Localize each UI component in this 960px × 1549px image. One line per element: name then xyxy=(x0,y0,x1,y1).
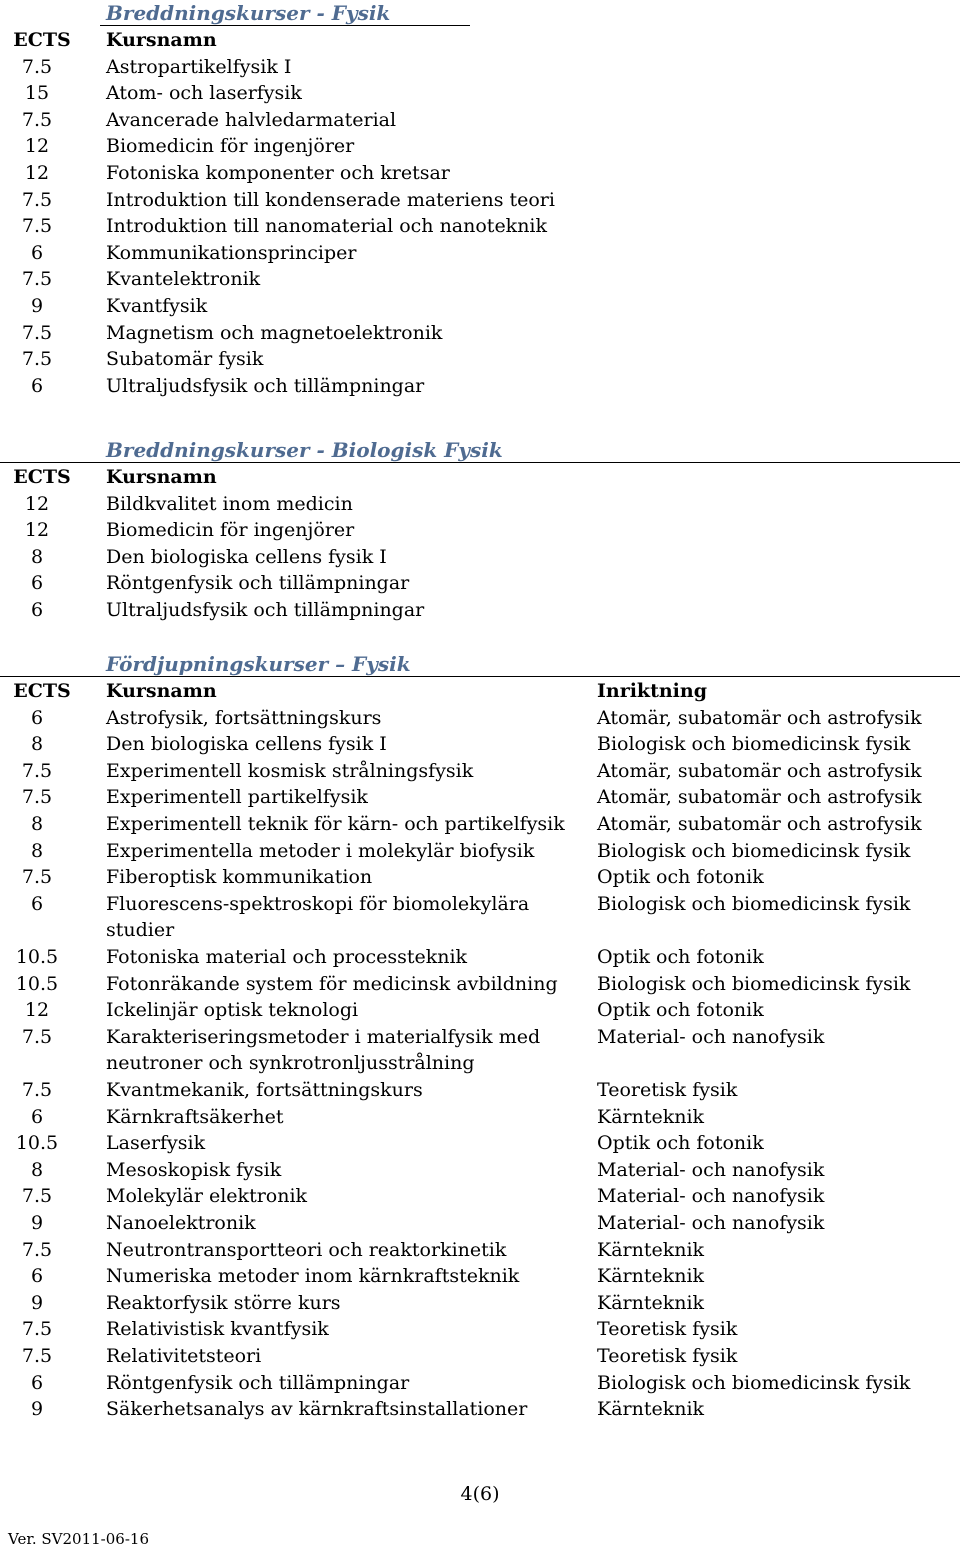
track-cell: Material- och nanofysik xyxy=(597,1212,825,1234)
ects-cell: 8 xyxy=(30,813,44,835)
track-cell: Atomär, subatomär och astrofysik xyxy=(597,759,922,782)
course-name-cell: Nanoelektronik xyxy=(106,1212,256,1234)
table-row xyxy=(0,597,960,624)
course-name-cell: Reaktorfysik större kurs xyxy=(106,1291,341,1314)
section-breddning-biologisk-fysik xyxy=(0,437,960,637)
section-title: Breddningskurser - Fysik xyxy=(106,1,391,25)
table-row xyxy=(0,1290,960,1317)
course-name-cell: Relativistisk kvantfysik xyxy=(106,1318,329,1341)
ects-cell: 7.5 xyxy=(21,55,53,78)
ects-cell: 7.5 xyxy=(21,866,53,889)
table-row xyxy=(0,1104,960,1131)
ects-cell: 12 xyxy=(24,999,50,1022)
ects-cell: 7.5 xyxy=(21,786,53,809)
course-name-cell: Bildkvalitet inom medicin xyxy=(106,492,353,515)
track-cell: Biologisk och biomedicinsk fysik xyxy=(597,1371,911,1394)
table-row xyxy=(0,971,960,998)
table-row xyxy=(0,811,960,838)
ects-cell: 6 xyxy=(30,374,44,397)
track-cell: Material- och nanofysik xyxy=(597,1025,825,1048)
col-name-header: Kursnamn xyxy=(106,29,217,51)
track-cell: Kärnteknik xyxy=(597,1105,705,1128)
table-header xyxy=(0,678,960,705)
track-cell: Teoretisk fysik xyxy=(597,1318,738,1341)
track-cell: Biologisk och biomedicinsk fysik xyxy=(597,972,911,995)
ects-cell: 9 xyxy=(30,295,44,317)
track-cell: Optik och fotonik xyxy=(597,999,764,1022)
page-number: 4(6) xyxy=(460,1483,500,1505)
track-cell: Material- och nanofysik xyxy=(597,1185,825,1208)
table-row xyxy=(0,1237,960,1264)
ects-cell: 10.5 xyxy=(15,1132,59,1155)
table-row xyxy=(0,705,960,732)
table-row xyxy=(0,266,960,293)
course-name-cell: Kvantfysik xyxy=(106,295,208,317)
ects-cell: 7.5 xyxy=(21,1025,53,1048)
ects-cell: 7.5 xyxy=(21,348,53,371)
course-name-cell: Kommunikationsprinciper xyxy=(106,241,357,264)
course-name-cell: Magnetism och magnetoelektronik xyxy=(106,321,443,344)
course-name-cell: Experimentell kosmisk strålningsfysik xyxy=(106,759,474,782)
ects-cell: 12 xyxy=(24,135,50,158)
ects-cell: 7.5 xyxy=(21,1318,53,1341)
track-cell: Material- och nanofysik xyxy=(597,1158,825,1181)
ects-cell: 7.5 xyxy=(21,1238,53,1261)
table-row xyxy=(0,838,960,865)
ects-cell: 6 xyxy=(30,241,44,264)
table-header xyxy=(0,464,960,491)
section-breddning-fysik xyxy=(0,0,960,400)
ects-cell: 6 xyxy=(30,1371,44,1394)
table-row xyxy=(0,1157,960,1184)
col-ects-header: ECTS xyxy=(13,29,71,51)
track-cell: Kärnteknik xyxy=(597,1291,705,1314)
table-row xyxy=(0,1396,960,1423)
course-name-cell: Kvantelektronik xyxy=(106,268,261,291)
ects-cell: 8 xyxy=(30,733,44,756)
course-name-cell: Kvantmekanik, fortsättningskurs xyxy=(106,1079,423,1101)
ects-cell: 10.5 xyxy=(15,946,59,968)
section-title: Fördjupningskurser – Fysik xyxy=(106,652,411,676)
ects-cell: 10.5 xyxy=(15,972,59,995)
ects-cell: 7.5 xyxy=(21,759,53,782)
ects-cell: 12 xyxy=(24,162,50,184)
ects-cell: 9 xyxy=(30,1212,44,1234)
course-name-cell: Relativitetsteori xyxy=(106,1345,262,1367)
table-row xyxy=(0,997,960,1024)
table-row xyxy=(0,784,960,811)
ects-cell: 8 xyxy=(30,1158,44,1181)
ects-cell: 15 xyxy=(24,82,50,105)
course-name-cell: Astropartikelfysik I xyxy=(106,55,292,78)
track-cell: Atomär, subatomär och astrofysik xyxy=(597,786,922,809)
ects-cell: 7.5 xyxy=(21,108,53,131)
course-name-cell: Introduktion till nanomaterial och nanoteknik xyxy=(106,215,548,238)
table-row xyxy=(0,1210,960,1237)
col-name-header: Kursnamn xyxy=(106,680,217,702)
table-row xyxy=(0,240,960,267)
ects-cell: 12 xyxy=(24,492,50,515)
course-name-cell: Numeriska metoder inom kärnkraftsteknik xyxy=(106,1265,520,1288)
table-row xyxy=(0,373,960,400)
col-name-header: Kursnamn xyxy=(106,466,217,488)
title-underline xyxy=(0,676,960,677)
ects-cell: 7.5 xyxy=(21,1345,53,1367)
table-row xyxy=(0,544,960,571)
track-cell: Atomär, subatomär och astrofysik xyxy=(597,813,922,835)
track-cell: Atomär, subatomär och astrofysik xyxy=(597,706,922,729)
col-ects-header: ECTS xyxy=(13,466,71,488)
course-name-cell: Ultraljudsfysik och tillämpningar xyxy=(106,374,425,397)
ects-cell: 7.5 xyxy=(21,215,53,238)
ects-cell: 6 xyxy=(30,599,44,621)
ects-cell: 7.5 xyxy=(21,268,53,291)
course-name-cell: Experimentella metoder i molekylär biofysik xyxy=(106,839,535,862)
ects-cell: 7.5 xyxy=(21,188,53,211)
course-name-cell: Mesoskopisk fysik xyxy=(106,1158,282,1181)
course-name-cell: Ickelinjär optisk teknologi xyxy=(106,999,359,1022)
table-row xyxy=(0,570,960,597)
table-row xyxy=(0,160,960,187)
table-row xyxy=(0,80,960,107)
course-name-cell: Den biologiska cellens fysik I xyxy=(106,545,387,568)
course-name-cell: Röntgenfysik och tillämpningar xyxy=(106,1371,410,1394)
track-cell: Optik och fotonik xyxy=(597,946,764,968)
table-row xyxy=(0,1263,960,1290)
ects-cell: 6 xyxy=(30,572,44,595)
track-cell: Biologisk och biomedicinsk fysik xyxy=(597,892,911,915)
table-row xyxy=(0,1316,960,1343)
course-name-cell: Laserfysik xyxy=(106,1132,206,1155)
track-cell: Kärnteknik xyxy=(597,1238,705,1261)
table-row xyxy=(0,1130,960,1157)
course-name-cell: Subatomär fysik xyxy=(106,348,264,371)
ects-cell: 6 xyxy=(30,892,44,915)
course-name-cell: Atom- och laserfysik xyxy=(106,82,302,105)
ects-cell: 7.5 xyxy=(21,1185,53,1208)
course-name-cell: Den biologiska cellens fysik I xyxy=(106,733,387,756)
ects-cell: 9 xyxy=(30,1398,44,1421)
track-cell: Teoretisk fysik xyxy=(597,1345,738,1367)
course-name-cell: Experimentell partikelfysik xyxy=(106,786,368,809)
table-header xyxy=(0,27,960,54)
course-name-cell: Avancerade halvledarmaterial xyxy=(106,108,397,131)
version-label: Ver. SV2011-06-16 xyxy=(8,1530,149,1548)
course-name-cell: Fiberoptisk kommunikation xyxy=(106,866,373,889)
table-row xyxy=(0,346,960,373)
ects-cell: 7.5 xyxy=(21,321,53,344)
title-underline xyxy=(0,462,960,463)
course-name-cell: Säkerhetsanalys av kärnkraftsinstallationer xyxy=(106,1398,528,1421)
title-underline xyxy=(100,25,470,26)
table-row xyxy=(0,891,960,944)
ects-cell: 12 xyxy=(24,519,50,542)
table-row xyxy=(0,293,960,320)
table-row xyxy=(0,320,960,347)
ects-cell: 6 xyxy=(30,706,44,729)
table-row xyxy=(0,1370,960,1397)
course-name-cell: Karakteriseringsmetoder i materialfysik med neutroner och synkrotronljusstrålning xyxy=(106,1025,541,1075)
track-cell: Biologisk och biomedicinsk fysik xyxy=(597,733,911,756)
course-name-cell: Biomedicin för ingenjörer xyxy=(106,135,355,158)
table-row xyxy=(0,187,960,214)
table-row xyxy=(0,864,960,891)
ects-cell: 6 xyxy=(30,1265,44,1288)
course-name-cell: Ultraljudsfysik och tillämpningar xyxy=(106,599,425,621)
course-name-cell: Fluorescens-spektroskopi för biomolekylära studier xyxy=(106,892,530,942)
course-name-cell: Fotoniska material och processteknik xyxy=(106,946,468,968)
col-ects-header: ECTS xyxy=(13,680,71,702)
table-row xyxy=(0,1024,960,1077)
table-row xyxy=(0,731,960,758)
table-row xyxy=(0,1343,960,1370)
table-row xyxy=(0,133,960,160)
course-name-cell: Experimentell teknik för kärn- och partikelfysik xyxy=(106,813,565,835)
track-cell: Teoretisk fysik xyxy=(597,1079,738,1101)
track-cell: Optik och fotonik xyxy=(597,1132,764,1155)
table-row xyxy=(0,213,960,240)
table-row xyxy=(0,1077,960,1104)
table-row xyxy=(0,758,960,785)
course-name-cell: Fotonräkande system för medicinsk avbildning xyxy=(106,972,558,995)
track-cell: Kärnteknik xyxy=(597,1265,705,1288)
ects-cell: 9 xyxy=(30,1291,44,1314)
section-fordjupning-fysik xyxy=(0,651,960,1431)
course-name-cell: Neutrontransportteori och reaktorkinetik xyxy=(106,1238,507,1261)
table-row xyxy=(0,491,960,518)
course-name-cell: Astrofysik, fortsättningskurs xyxy=(106,706,382,729)
track-cell: Biologisk och biomedicinsk fysik xyxy=(597,839,911,862)
course-name-cell: Röntgenfysik och tillämpningar xyxy=(106,572,410,595)
ects-cell: 8 xyxy=(30,545,44,568)
table-row xyxy=(0,1183,960,1210)
table-row xyxy=(0,517,960,544)
track-cell: Kärnteknik xyxy=(597,1398,705,1421)
ects-cell: 6 xyxy=(30,1105,44,1128)
course-name-cell: Fotoniska komponenter och kretsar xyxy=(106,162,450,184)
course-name-cell: Molekylär elektronik xyxy=(106,1185,308,1208)
course-name-cell: Introduktion till kondenserade materiens teori xyxy=(106,188,555,211)
course-name-cell: Biomedicin för ingenjörer xyxy=(106,519,355,542)
ects-cell: 8 xyxy=(30,839,44,862)
table-row xyxy=(0,944,960,971)
col-track-header: Inriktning xyxy=(597,680,708,702)
table-row xyxy=(0,107,960,134)
section-title: Breddningskurser - Biologisk Fysik xyxy=(106,438,503,462)
track-cell: Optik och fotonik xyxy=(597,866,764,889)
table-row xyxy=(0,54,960,81)
course-name-cell: Kärnkraftsäkerhet xyxy=(106,1105,284,1128)
ects-cell: 7.5 xyxy=(21,1079,53,1101)
